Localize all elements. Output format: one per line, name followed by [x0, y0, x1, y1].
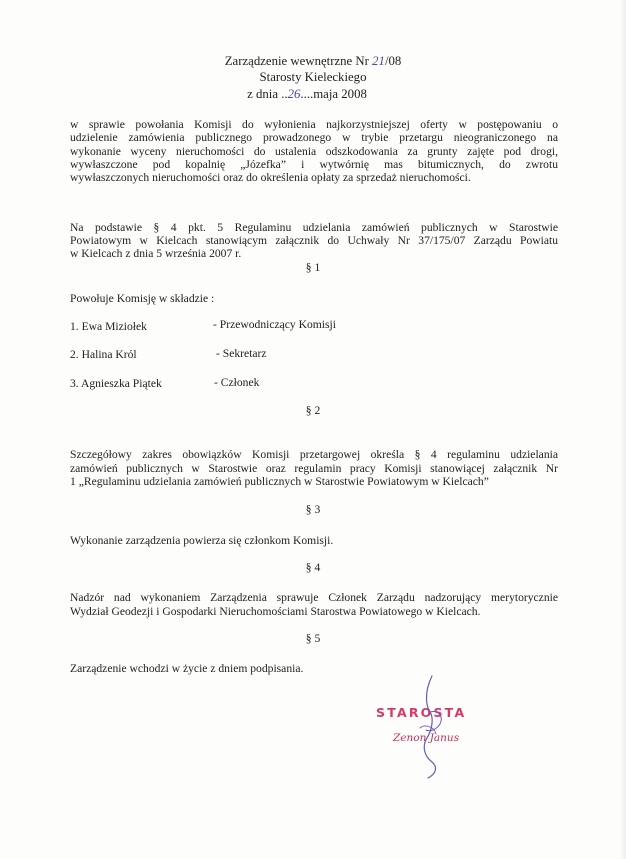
- scan-edge: [620, 0, 626, 859]
- section-4-heading: § 4: [305, 561, 321, 574]
- section-1-heading: § 1: [305, 261, 321, 274]
- document-title: [0, 54, 626, 68]
- stamp-name: Zenon Janus: [393, 732, 460, 744]
- subject-line-4: wywłaszczone pod kopalnię „Józefka” i wytwórnię mas bitumicznych, do zwrotu: [70, 158, 558, 171]
- scope-line-3: 1 „Regulaminu udzielania zamówień publicznych w Starostwie Powiatowym w Kielcach”: [70, 475, 489, 488]
- supervision-line-1: Nadzór nad wykonaniem Zarządzenia sprawuje Członek Zarządu nadzorujący merytorycznie: [70, 591, 558, 604]
- section-5-heading: § 5: [305, 632, 321, 645]
- member-2-name: 2. Halina Król: [70, 348, 137, 361]
- basis-line-1: Na podstawie § 4 pkt. 5 Regulaminu udzielania zamówień publicznych w Starostwie: [70, 221, 558, 234]
- date-suffix: ....maja 2008: [300, 87, 367, 101]
- member-3-name: 3. Agnieszka Piątek: [70, 377, 162, 390]
- section-3-heading: § 3: [305, 503, 321, 516]
- committee-intro: Powołuje Komisję w składzie :: [70, 292, 215, 305]
- subject-line-2: udzielenie zamówienia publicznego prowadzonego w trybie przetargu nieograniczonego na: [70, 131, 558, 144]
- member-2-role: - Sekretarz: [216, 347, 267, 360]
- issuer: Starosty Kieleckiego: [259, 70, 367, 84]
- scope-line-2: zamówień publicznych w Starostwie oraz regulamin pracy Komisji stanowiącej załącznik Nr: [70, 462, 558, 475]
- execution-text: Wykonanie zarządzenia powierza się członkom Komisji.: [70, 534, 334, 547]
- handwritten-signature: [380, 672, 490, 782]
- date-day: 26: [287, 87, 301, 101]
- entry-into-force-text: Zarządzenie wchodzi w życie z dniem podpisania.: [70, 662, 304, 675]
- document-date: [0, 87, 620, 101]
- member-3-role: - Członek: [214, 376, 260, 389]
- subject-line-1: w sprawie powołania Komisji do wyłonienia najkorzystniejszej oferty w postępowaniu o: [70, 118, 558, 131]
- member-1-role: - Przewodniczący Komisji: [213, 318, 336, 331]
- title-suffix: /08: [384, 54, 402, 68]
- supervision-line-2: Wydział Geodezji i Gospodarki Nieruchomościami Starostwa Powiatowego w Kielcach.: [70, 605, 481, 618]
- member-1-name: 1. Ewa Miziołek: [70, 320, 147, 333]
- date-prefix: z dnia ..: [247, 87, 288, 101]
- section-2-heading: § 2: [305, 404, 321, 417]
- basis-line-2: Powiatowym w Kielcach stanowiącym załącznik do Uchwały Nr 37/175/07 Zarządu Powiatu: [70, 234, 558, 247]
- subject-line-5: wywłaszczonych nieruchomości oraz do określenia opłaty za sprzedaż nieruchomości.: [70, 171, 471, 184]
- title-number: 21: [372, 54, 385, 68]
- subject-line-3: wykonanie wyceny nieruchomości do ustalenia odszkodowania za grunty zajęte pod drogi,: [70, 145, 558, 158]
- scope-line-1: Szczegółowy zakres obowiązków Komisji przetargowej określa § 4 regulaminu udzielania: [70, 448, 558, 461]
- starosta-stamp: STAROSTA: [376, 705, 467, 720]
- title-prefix: Zarządzenie wewnętrzne Nr: [224, 54, 373, 68]
- basis-line-3: w Kielcach z dnia 5 września 2007 r.: [70, 247, 242, 260]
